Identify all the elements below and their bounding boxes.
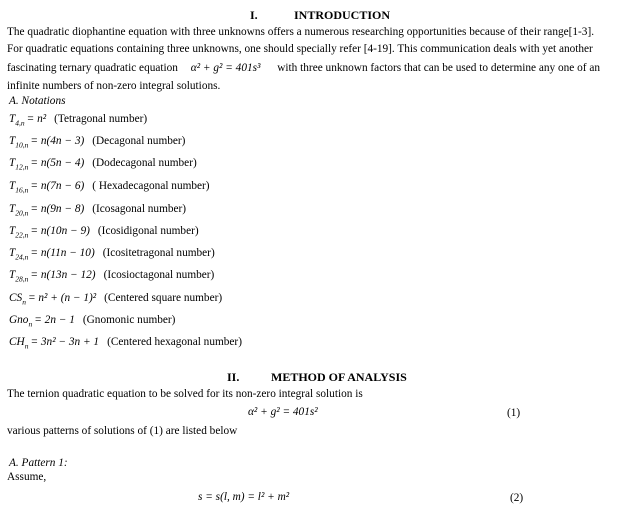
notation-formula: = n(7n − 6) [30, 180, 85, 192]
section-number: II. [227, 370, 240, 384]
notation-subscript: 12,n [15, 162, 29, 172]
pattern-1-label: A. Pattern 1: [9, 457, 68, 469]
notation-symbol: T [9, 113, 16, 125]
notation-description: (Gnomonic number) [82, 314, 176, 326]
notation-formula: = n(10n − 9) [30, 225, 90, 237]
notation-row [9, 134, 185, 148]
notation-subscript: 24,n [15, 252, 29, 262]
intro-inline-equation: α² + g² = 401s³ [190, 62, 261, 74]
notation-formula: = 3n² − 3n + 1 [30, 336, 100, 348]
equation-2: s = s(l, m) = l² + m² [198, 491, 290, 503]
section-heading-method-of-analysis [227, 370, 407, 385]
notation-formula: = n(4n − 3) [30, 135, 85, 147]
analysis-line-1: The ternion quadratic equation to be solved for its non-zero integral solution is [7, 388, 363, 400]
notation-row [9, 112, 147, 126]
notation-formula: = n(11n − 10) [30, 247, 95, 259]
notation-formula: = n(9n − 8) [30, 203, 85, 215]
analysis-line-2: various patterns of solutions of (1) are listed below [7, 425, 238, 437]
notation-subscript: 10,n [15, 140, 29, 150]
notation-row [9, 179, 210, 193]
notation-row [9, 268, 214, 282]
notation-subscript: n [22, 297, 26, 307]
notation-description: (Icosioctagonal number) [103, 269, 215, 281]
notations-label: A. Notations [9, 95, 66, 107]
notation-symbol: CH [9, 336, 25, 348]
notation-row [9, 313, 175, 327]
intro-line-3-pre: fascinating ternary quadratic equation [7, 62, 178, 74]
notation-description: ( Hexadecagonal number) [92, 180, 210, 192]
section-title: INTRODUCTION [294, 8, 391, 22]
intro-line-4: infinite numbers of non-zero integral solutions. [7, 80, 221, 92]
notation-subscript: 4,n [15, 118, 25, 128]
notation-row [9, 335, 242, 349]
notation-symbol: CS [9, 292, 23, 304]
notation-description: (Icosidigonal number) [97, 225, 199, 237]
notation-formula: = 2n − 1 [34, 314, 75, 326]
notation-subscript: 16,n [15, 185, 29, 195]
section-number: I. [250, 8, 258, 22]
notation-description: (Centered square number) [104, 292, 223, 304]
notation-description: (Dodecagonal number) [92, 157, 197, 169]
intro-line-3-post: with three unknown factors that can be used to determine any one of an [277, 62, 601, 74]
notation-symbol: T [9, 225, 16, 237]
equation-1: α² + g² = 401s² [248, 406, 318, 418]
section-heading-introduction [250, 8, 390, 23]
notation-row [9, 156, 197, 170]
notation-formula: = n(5n − 4) [30, 157, 85, 169]
notation-description: (Decagonal number) [92, 135, 186, 147]
notation-subscript: 28,n [15, 274, 29, 284]
notation-symbol: T [9, 180, 16, 192]
pattern-1-assume: Assume, [7, 471, 47, 483]
notation-row [9, 202, 186, 216]
notation-formula: = n² + (n − 1)² [27, 292, 97, 304]
notation-row [9, 291, 222, 305]
notation-row [9, 246, 215, 260]
intro-line-2: For quadratic equations containing three unknowns, one should specially refer [4-19]. This communication deals with yet another [7, 43, 593, 55]
notation-symbol: T [9, 135, 16, 147]
notation-description: (Tetragonal number) [54, 113, 148, 125]
notation-symbol: T [9, 203, 16, 215]
notation-symbol: Gno [9, 314, 29, 326]
equation-2-number: (2) [510, 492, 524, 504]
notation-subscript: 22,n [15, 230, 29, 240]
notation-description: (Icositetragonal number) [102, 247, 215, 259]
notation-description: (Centered hexagonal number) [107, 336, 242, 348]
intro-line-1: The quadratic diophantine equation with three unknowns offers a numerous researching opportunities because of their range[1-3]. [7, 26, 595, 38]
notation-symbol: T [9, 247, 16, 259]
notation-description: (Icosagonal number) [92, 203, 187, 215]
notation-symbol: T [9, 157, 16, 169]
notation-symbol: T [9, 269, 16, 281]
notation-subscript: n [28, 319, 33, 329]
intro-line-3 [7, 61, 600, 75]
notation-subscript: 20,n [15, 208, 29, 218]
equation-1-number: (1) [507, 407, 521, 419]
notation-row [9, 224, 199, 238]
notation-formula: = n(13n − 12) [30, 269, 96, 281]
notation-formula: = n² [26, 113, 47, 125]
section-title: METHOD OF ANALYSIS [271, 370, 407, 384]
notation-subscript: n [24, 341, 29, 351]
